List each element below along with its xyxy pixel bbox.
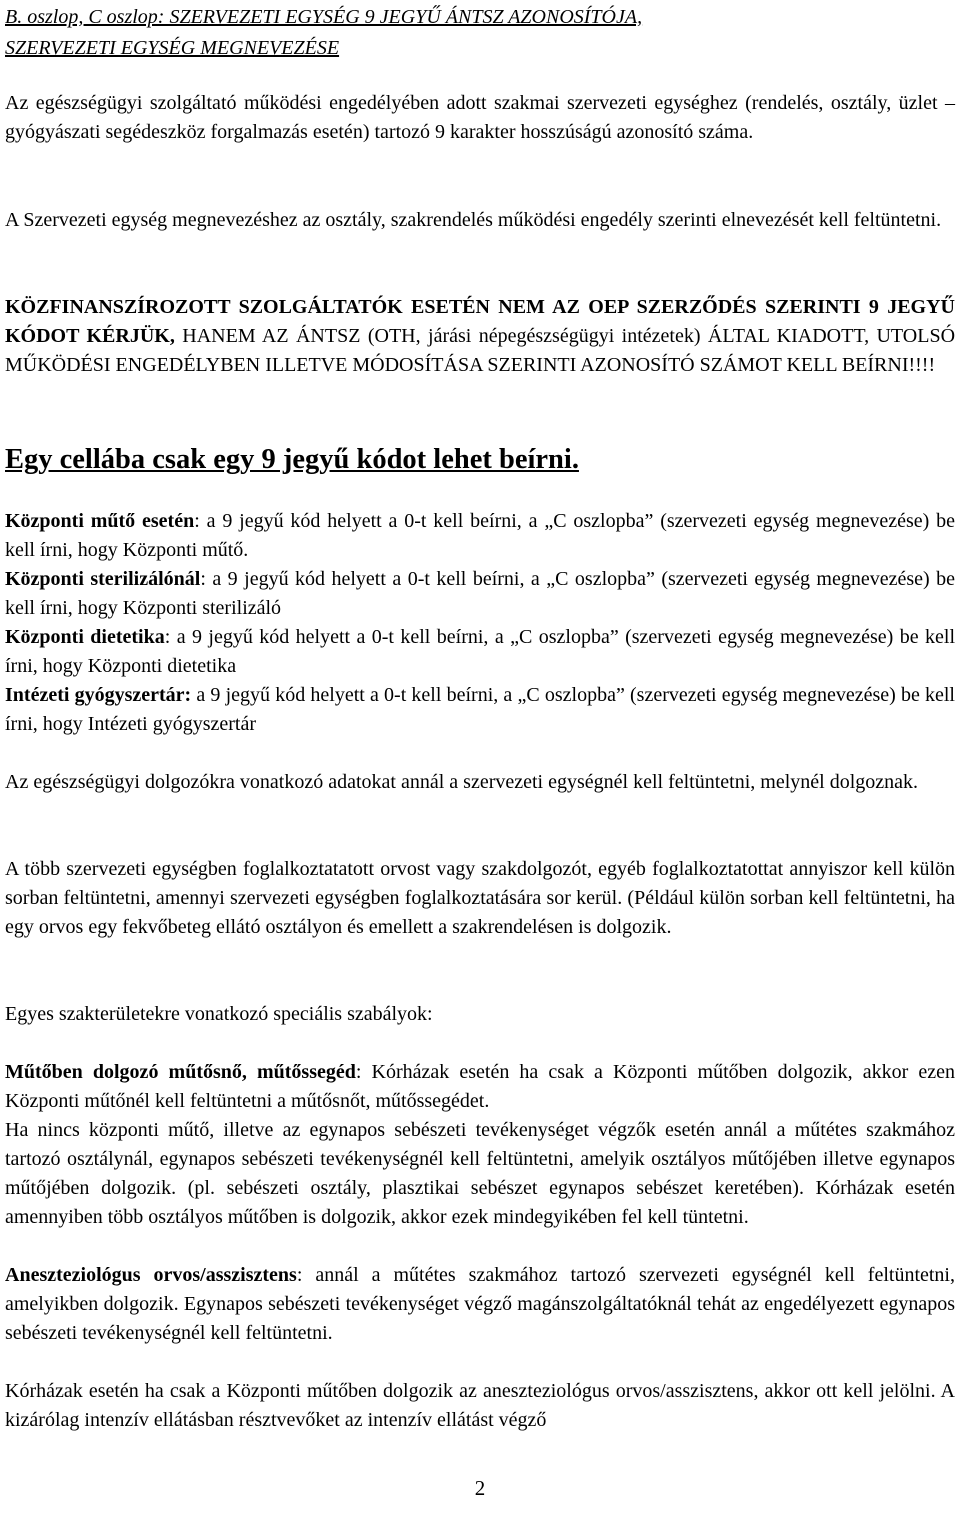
special-unit-item: [5, 507, 955, 565]
special-unit-text: : a 9 jegyű kód helyett a 0-t kell beírni, a „C oszlopba” (szervezeti egység megnevezése) be kell írni, hogy Központi dietetika: [5, 626, 955, 677]
special-unit-label: Központi sterilizálónál: [5, 568, 201, 590]
paragraph-workers-data: Az egészségügyi dolgozókra vonatkozó adatokat annál a szervezeti egységnél kell feltüntetni, melynél dolgoznak.: [5, 771, 918, 793]
surgery-staff-bold: Műtőben dolgozó műtősnő, műtőssegéd: [5, 1061, 356, 1083]
special-unit-item: [5, 565, 955, 623]
anesthesiology-text: : annál a műtétes szakmához tartozó szervezeti egységnél kell feltüntetni, amelyikben dolgozik. Egynapos sebészeti tevékenységet végző magánszolgáltatóknál tehát az engedélyezett egynapos sebészeti tevékenységnél kell feltüntetni.: [5, 1264, 955, 1344]
section-header-line-1: B. oszlop, C oszlop: SZERVEZETI EGYSÉG 9 JEGYŰ ÁNTSZ AZONOSÍTÓJA,: [5, 6, 643, 28]
paragraph-unit-name-rule: A Szervezeti egység megnevezéshez az osztály, szakrendelés működési engedély szerinti elnevezését kell feltüntetni.: [5, 209, 942, 231]
paragraph-multiple-units: A több szervezeti egységben foglalkoztatatott orvost vagy szakdolgozót, egyéb foglalkoztatottat annyiszor kell külön sorban feltüntetni, amennyi szervezeti egységben foglalkoztatására sor kerül. (Például külön sorban kell feltüntetni, ha egy orvos egy fekvőbeteg ellátó osztályon és emellett a szakrendelésen is dolgozik.: [5, 858, 955, 938]
special-unit-label: Központi műtő esetén: [5, 510, 195, 532]
special-unit-text: : a 9 jegyű kód helyett a 0-t kell beírni, a „C oszlopba” (szervezeti egység megnevezése) be kell írni, hogy Központi sterilizáló: [5, 568, 955, 619]
section-header: [5, 2, 955, 64]
anesthesiology-bold: Aneszteziológus orvos/asszisztens: [5, 1264, 297, 1286]
paragraph-identifier-description: Az egészségügyi szolgáltató működési engedélyében adott szakmai szervezeti egységhez (rendelés, osztály, üzlet – gyógyászati segédeszköz forgalmazás esetén) tartozó 9 karakter hosszúságú azonosító száma.: [5, 92, 955, 143]
paragraph-code-requirement: [5, 293, 955, 380]
special-unit-label: Központi dietetika: [5, 626, 165, 648]
special-unit-text: a 9 jegyű kód helyett a 0-t kell beírni, a „C oszlopba” (szervezeti egység megnevezése) be kell írni, hogy Intézeti gyógyszertár: [5, 684, 955, 735]
section-header-line-2: SZERVEZETI EGYSÉG MEGNEVEZÉSE: [5, 37, 340, 59]
emphasis-one-code-per-cell: Egy cellába csak egy 9 jegyű kódot lehet beírni.: [5, 444, 579, 475]
special-unit-item: [5, 681, 955, 739]
code-requirement-bold: KÖZFINANSZÍROZOTT SZOLGÁLTATÓK ESETÉN NEM AZ OEP SZERZŐDÉS SZERINTI 9 JEGYŰ KÓDOT KÉRJÜK,: [5, 296, 955, 347]
paragraph-anesthesiology: [5, 1261, 955, 1348]
special-unit-label: Intézeti gyógyszertár:: [5, 684, 192, 706]
special-unit-text: : a 9 jegyű kód helyett a 0-t kell beírni, a „C oszlopba” (szervezeti egység megnevezése) be kell írni, hogy Központi műtő.: [5, 510, 955, 561]
page-number: 2: [474, 1476, 486, 1500]
code-requirement-text: HANEM AZ ÁNTSZ (OTH, járási népegészségügyi intézetek) ÁLTAL KIADOTT, UTOLSÓ MŰKÖDÉSI ENGEDÉLYBEN ILLETVE MÓDOSÍTÁSA SZERINTI AZONOSÍTÓ SZÁMOT KELL BEÍRNI!!!!: [5, 325, 956, 376]
paragraph-hospital-anesthesiology: Kórházak esetén ha csak a Központi műtőben dolgozik az aneszteziológus orvos/asszisztens, akkor ott kell jelölni. A kizárólag intenzív ellátásban résztvevőket az intenzív ellátást végző: [5, 1380, 955, 1431]
special-unit-item: [5, 623, 955, 681]
surgery-staff-text: : Kórházak esetén ha csak a Központi műtőben dolgozik, akkor ezen Központi műtőnél kell feltüntetni a műtősnőt, műtőssegédet.: [5, 1061, 955, 1112]
paragraph-surgery-staff: [5, 1058, 955, 1116]
paragraph-no-central-surgery: Ha nincs központi műtő, illetve az egynapos sebészeti tevékenységet végzők esetén annál a műtétes szakmához tartozó osztálynál, egynapos sebészeti tevékenységnél kell feltüntetni, amelyik osztályos műtőjében illetve egynapos műtőjében dolgozik. (pl. sebészeti osztály, plasztikai sebészet egynapos sebészet keretében). Kórházak esetén amennyiben több osztályos műtőben is dolgozik, akkor ezek mindegyikében fel kell tüntetni.: [5, 1119, 955, 1228]
paragraph-special-rules-intro: Egyes szakterületekre vonatkozó speciális szabályok:: [5, 1003, 433, 1025]
